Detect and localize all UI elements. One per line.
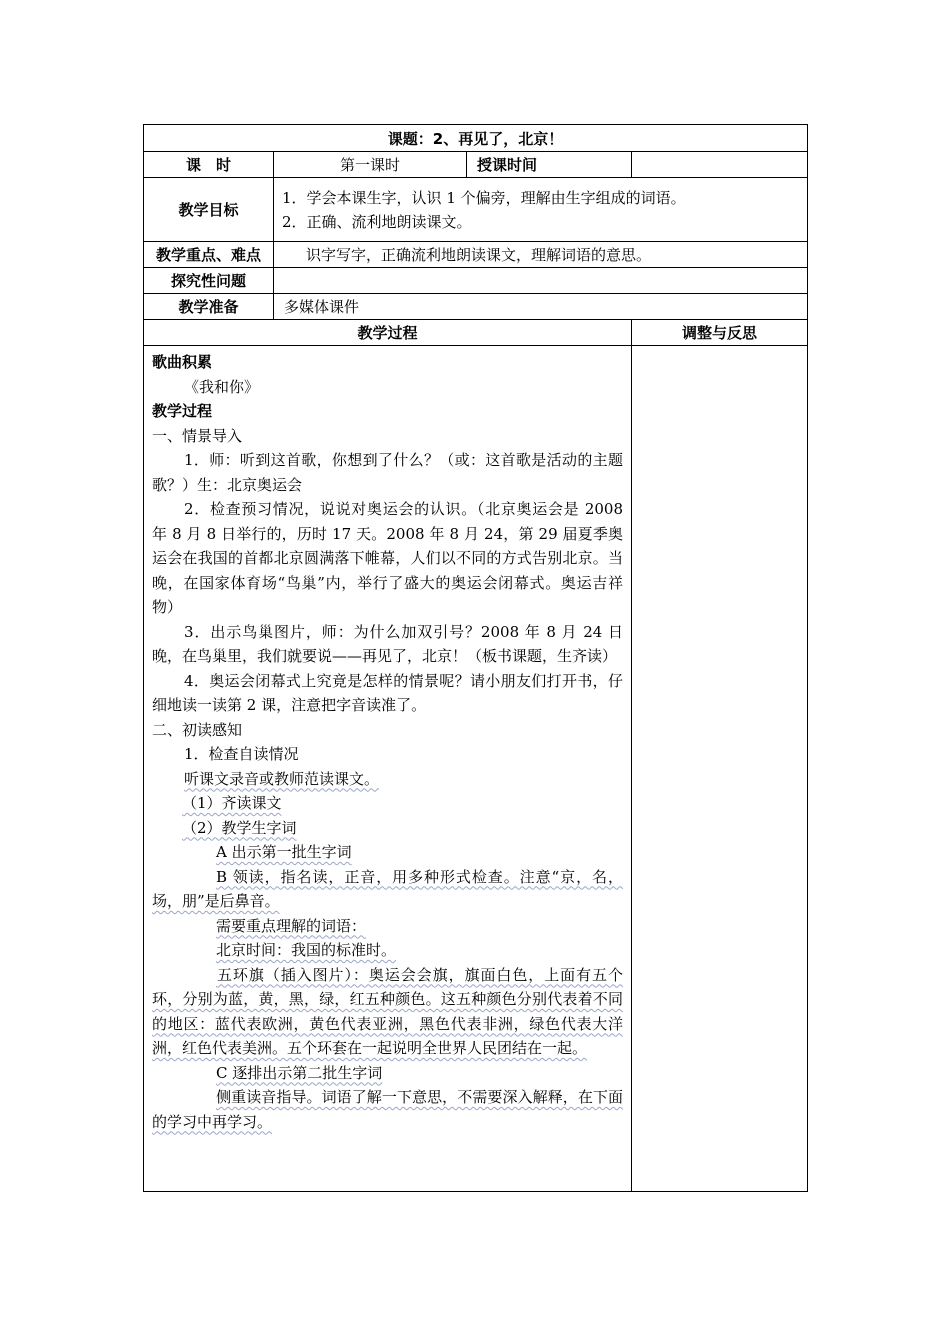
song-name: 《我和你》 bbox=[184, 377, 260, 396]
class-time-value bbox=[632, 152, 808, 178]
paragraph: 4．奥运会闭幕式上究竟是怎样的情景呢？请小朋友们打开书，仔细地读一读第 2 课，注意把字音读准了。 bbox=[152, 671, 623, 714]
goals-label: 教学目标 bbox=[144, 178, 274, 242]
paragraph: （2）教学生字词 bbox=[182, 818, 297, 837]
period-label: 课 时 bbox=[144, 152, 274, 178]
paragraph: 1．检查自读情况 bbox=[184, 745, 299, 763]
process-content bbox=[144, 346, 632, 1192]
lesson-plan-table bbox=[143, 124, 808, 1192]
paragraph: 北京时间：我国的标准时。 bbox=[216, 941, 397, 959]
reflect-content bbox=[632, 346, 808, 1192]
process-header: 教学过程 bbox=[144, 320, 632, 346]
section-heading: 一、情景导入 bbox=[152, 426, 243, 445]
inquiry-label: 探究性问题 bbox=[144, 268, 274, 294]
paragraph: 五环旗（插入图片）：奥运会会旗，旗面白色，上面有五个环，分别为蓝，黄，黑，绿，红五种颜色。这五种颜色分别代表着不同的地区：蓝代表欧洲，黄色代表亚洲，黑色代表非洲，绿色代表大洋洲，红色代表美洲。五个环套在一起说明全世界人民团结在一起。 bbox=[152, 965, 623, 1057]
paragraph: A 出示第一批生字词 bbox=[216, 843, 352, 861]
section-heading: 二、初读感知 bbox=[152, 720, 243, 739]
lesson-title: 课题：2、再见了，北京！ bbox=[144, 125, 808, 152]
paragraph: C 逐排出示第二批生字词 bbox=[216, 1063, 383, 1082]
paragraph: 需要重点理解的词语： bbox=[216, 916, 367, 935]
song-heading: 歌曲积累 bbox=[152, 353, 213, 371]
period-value: 第一课时 bbox=[274, 152, 467, 178]
key-points-label: 教学重点、难点 bbox=[144, 242, 274, 268]
paragraph: B 领读，指名读，正音，用多种形式检查。注意“京，名，场，朋”是后鼻音。 bbox=[152, 867, 623, 910]
class-time-label: 授课时间 bbox=[467, 152, 632, 178]
prep-label: 教学准备 bbox=[144, 294, 274, 320]
paragraph: 2．检查预习情况，说说对奥运会的认识。（北京奥运会是 2008 年 8 月 8 日举行的，历时 17 天。2008 年 8 月 24，第 29 届夏季奥运会在我国的首都北京圆满落下帷幕，人们以不同的方式告别北京。当晚，在国家体育场“鸟巢”内，举行了盛大的奥运会闭幕式。奥运吉祥物） bbox=[152, 500, 623, 616]
inquiry-value bbox=[274, 268, 808, 294]
paragraph: （1）齐读课文 bbox=[182, 794, 282, 812]
goal-item: 1．学会本课生字，认识 1 个偏旁，理解由生字组成的词语。 bbox=[282, 188, 686, 207]
key-points-value: 识字写字，正确流利地朗读课文，理解词语的意思。 bbox=[274, 242, 808, 268]
prep-value: 多媒体课件 bbox=[274, 294, 808, 320]
process-heading: 教学过程 bbox=[152, 402, 213, 420]
goals-content bbox=[274, 178, 808, 242]
paragraph: 侧重读音指导。词语了解一下意思，不需要深入解释，在下面的学习中再学习。 bbox=[152, 1088, 623, 1131]
goal-item: 2．正确、流利地朗读课文。 bbox=[282, 212, 472, 231]
paragraph: 听课文录音或教师范读课文。 bbox=[184, 769, 380, 788]
paragraph: 1．师：听到这首歌，你想到了什么？（或：这首歌是活动的主题歌？）生：北京奥运会 bbox=[152, 451, 623, 494]
paragraph: 3．出示鸟巢图片，师：为什么加双引号？2008 年 8 月 24 日晚，在鸟巢里，我们就要说——再见了，北京！（板书课题，生齐读） bbox=[152, 622, 623, 665]
reflect-header: 调整与反思 bbox=[632, 320, 808, 346]
